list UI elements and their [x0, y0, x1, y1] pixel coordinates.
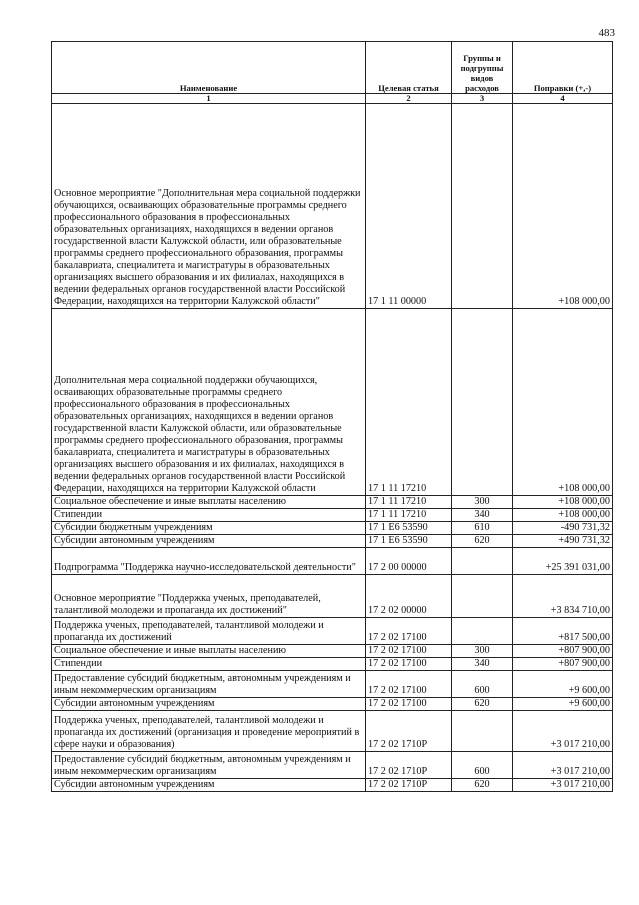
row-amendment: -490 731,32	[513, 522, 613, 535]
table-row	[52, 575, 613, 618]
table-row	[52, 104, 613, 309]
table-row	[52, 618, 613, 645]
row-name: Субсидии бюджетным учреждениям	[52, 522, 366, 535]
row-name: Подпрограмма "Поддержка научно-исследовательской деятельности"	[52, 548, 366, 575]
row-target-article: 17 2 02 17100	[366, 645, 452, 658]
row-expense-group: 340	[452, 658, 513, 671]
table-row	[52, 711, 613, 752]
row-name: Предоставление субсидий бюджетным, автономным учреждениям и иным некоммерческим организациям	[52, 671, 366, 698]
header-name: Наименование	[52, 42, 366, 94]
table-row	[52, 535, 613, 548]
row-amendment: +9 600,00	[513, 671, 613, 698]
row-name: Поддержка ученых, преподавателей, талантливой молодежи и пропаганда их достижений (организация и проведение мероприятий в сфере науки и образования)	[52, 711, 366, 752]
row-expense-group	[452, 309, 513, 496]
row-target-article: 17 1 11 17210	[366, 509, 452, 522]
row-expense-group	[452, 104, 513, 309]
column-number: 2	[366, 94, 452, 104]
row-name: Субсидии автономным учреждениям	[52, 779, 366, 792]
row-expense-group	[452, 711, 513, 752]
header-amendments: Поправки (+,-)	[513, 42, 613, 94]
row-target-article: 17 2 02 17100	[366, 671, 452, 698]
row-expense-group	[452, 548, 513, 575]
row-amendment: +3 017 210,00	[513, 752, 613, 779]
row-expense-group: 610	[452, 522, 513, 535]
row-target-article: 17 2 02 1710Р	[366, 711, 452, 752]
row-expense-group: 300	[452, 645, 513, 658]
row-name: Стипендии	[52, 658, 366, 671]
column-number: 1	[52, 94, 366, 104]
row-target-article: 17 1 11 17210	[366, 309, 452, 496]
row-expense-group: 340	[452, 509, 513, 522]
row-target-article: 17 1 11 00000	[366, 104, 452, 309]
row-expense-group: 600	[452, 752, 513, 779]
row-target-article: 17 2 02 17100	[366, 658, 452, 671]
row-target-article: 17 1 11 17210	[366, 496, 452, 509]
row-amendment: +807 900,00	[513, 645, 613, 658]
table-row	[52, 671, 613, 698]
row-name: Предоставление субсидий бюджетным, автономным учреждениям и иным некоммерческим организациям	[52, 752, 366, 779]
row-target-article: 17 2 02 17100	[366, 618, 452, 645]
table-row	[52, 779, 613, 792]
table-row	[52, 548, 613, 575]
column-number: 4	[513, 94, 613, 104]
row-name: Социальное обеспечение и иные выплаты населению	[52, 496, 366, 509]
row-amendment: +817 500,00	[513, 618, 613, 645]
page-number: 483	[598, 27, 615, 39]
header-target-article: Целевая статья	[366, 42, 452, 94]
row-target-article: 17 1 Е6 53590	[366, 535, 452, 548]
row-amendment: +25 391 031,00	[513, 548, 613, 575]
row-name: Социальное обеспечение и иные выплаты населению	[52, 645, 366, 658]
row-amendment: +108 000,00	[513, 509, 613, 522]
row-expense-group	[452, 618, 513, 645]
row-expense-group: 600	[452, 671, 513, 698]
budget-amendments-table	[51, 41, 613, 792]
row-name: Стипендии	[52, 509, 366, 522]
row-amendment: +108 000,00	[513, 309, 613, 496]
row-expense-group: 620	[452, 698, 513, 711]
header-expense-groups: Группы и подгруппы видов расходов	[452, 42, 513, 94]
row-name: Субсидии автономным учреждениям	[52, 698, 366, 711]
row-amendment: +108 000,00	[513, 104, 613, 309]
table-row	[52, 645, 613, 658]
row-amendment: +108 000,00	[513, 496, 613, 509]
row-amendment: +3 017 210,00	[513, 711, 613, 752]
table-row	[52, 496, 613, 509]
row-target-article: 17 1 Е6 53590	[366, 522, 452, 535]
column-number: 3	[452, 94, 513, 104]
row-amendment: +807 900,00	[513, 658, 613, 671]
row-name: Основное мероприятие "Дополнительная мера социальной поддержки обучающихся, осваивающих образовательные программы среднего профессионального образования в профессиональных образовательных организациях, находящихся в ведении органов государственной власти Калужской области, или образовательные программы среднего профессионального образования, программы бакалавриата, специалитета и магистратуры в образовательных организациях высшего образования и их филиалах, находящихся в ведении федеральных органов государственной власти Российской Федерации, находящихся на территории Калужской области"	[52, 104, 366, 309]
row-expense-group: 620	[452, 535, 513, 548]
row-expense-group: 300	[452, 496, 513, 509]
row-name: Поддержка ученых, преподавателей, талантливой молодежи и пропаганда их достижений	[52, 618, 366, 645]
table-row	[52, 752, 613, 779]
row-amendment: +3 834 710,00	[513, 575, 613, 618]
row-amendment: +3 017 210,00	[513, 779, 613, 792]
row-name: Дополнительная мера социальной поддержки обучающихся, осваивающих образовательные программы среднего профессионального образования в профессиональных образовательных организациях, находящихся в ведении органов государственной власти Калужской области, или образовательные программы среднего профессионального образования, программы бакалавриата, специалитета и магистратуры в образовательных организациях высшего образования и их филиалах, находящихся в ведении федеральных органов государственной власти Российской Федерации, находящихся на территории Калужской области	[52, 309, 366, 496]
row-name: Субсидии автономным учреждениям	[52, 535, 366, 548]
row-amendment: +9 600,00	[513, 698, 613, 711]
row-target-article: 17 2 02 1710Р	[366, 752, 452, 779]
row-amendment: +490 731,32	[513, 535, 613, 548]
table-row	[52, 309, 613, 496]
row-name: Основное мероприятие "Поддержка ученых, преподавателей, талантливой молодежи и пропаганда их достижений"	[52, 575, 366, 618]
table-row	[52, 522, 613, 535]
row-target-article: 17 2 02 17100	[366, 698, 452, 711]
row-target-article: 17 2 02 00000	[366, 575, 452, 618]
table-row	[52, 658, 613, 671]
table-row	[52, 698, 613, 711]
row-expense-group: 620	[452, 779, 513, 792]
row-target-article: 17 2 02 1710Р	[366, 779, 452, 792]
row-target-article: 17 2 00 00000	[366, 548, 452, 575]
row-expense-group	[452, 575, 513, 618]
table-row	[52, 509, 613, 522]
